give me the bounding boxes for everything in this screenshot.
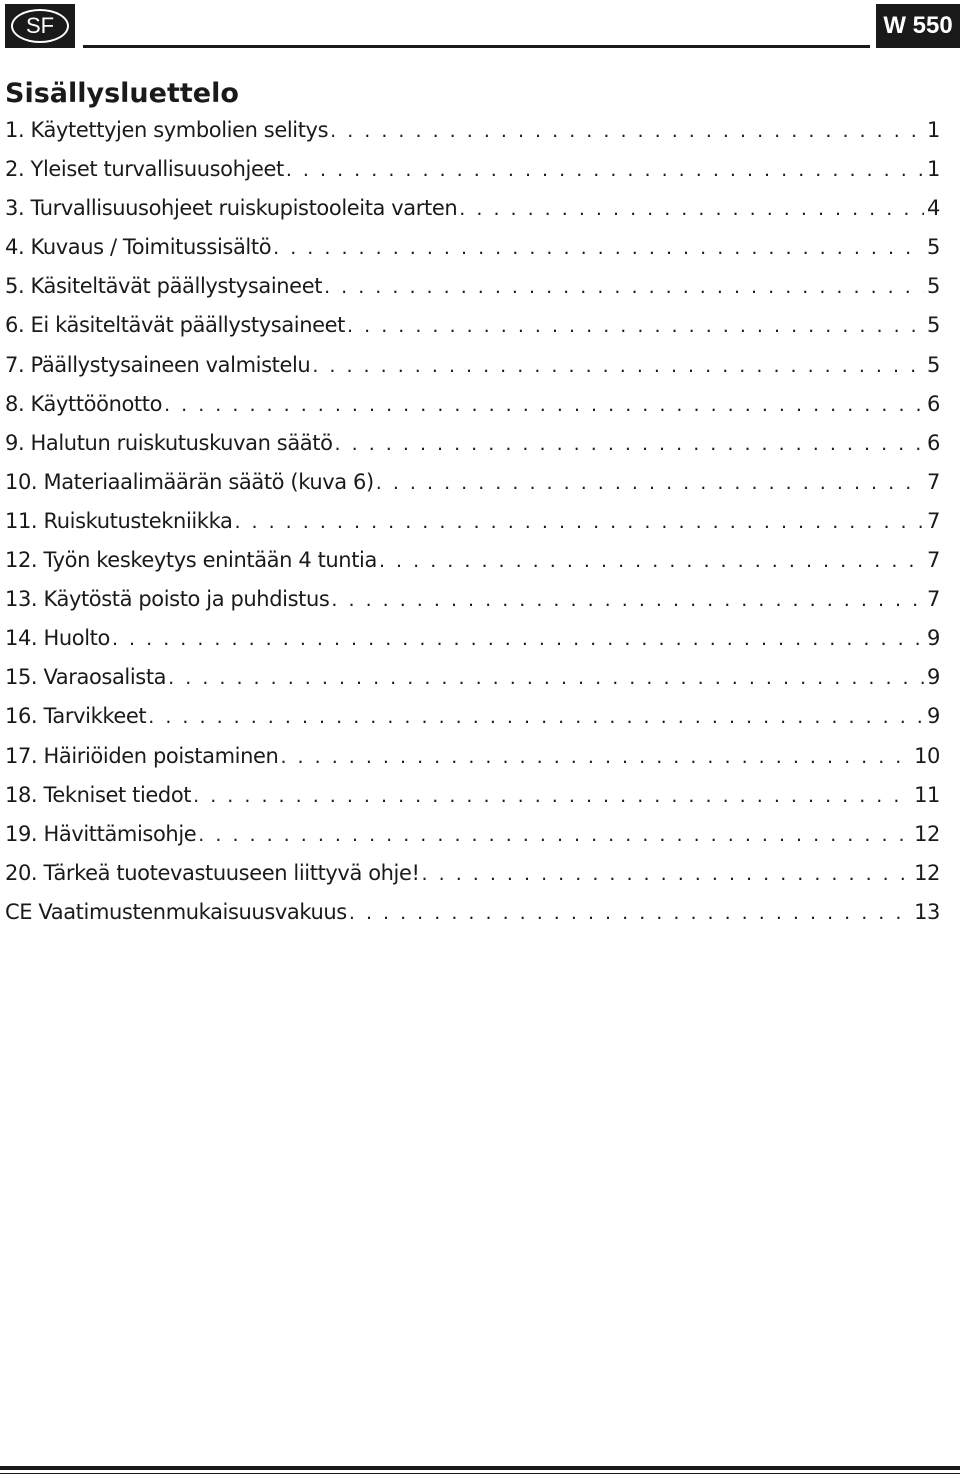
page-header <box>0 0 960 62</box>
toc-entry-label: 13. Käytöstä poisto ja puhdistus <box>5 587 330 612</box>
toc-entry-label: 10. Materiaalimäärän säätö (kuva 6) <box>5 469 374 494</box>
language-badge <box>5 4 75 48</box>
toc-entry-page: 9 <box>927 626 940 651</box>
toc-entry-page: 1 <box>927 157 940 182</box>
toc-dot-leader <box>286 159 924 181</box>
toc-dot-leader <box>148 706 924 728</box>
toc-entry-page: 9 <box>927 704 940 729</box>
toc-entry-label: 14. Huolto <box>5 626 110 651</box>
toc-entry[interactable] <box>5 196 940 235</box>
toc-entry-label: 17. Häiriöiden poistaminen <box>5 743 279 768</box>
toc-dot-leader <box>324 276 924 298</box>
toc-entry-page: 9 <box>927 665 940 690</box>
toc-entry[interactable] <box>5 822 940 861</box>
toc-entry[interactable] <box>5 744 940 783</box>
toc-dot-leader <box>347 315 924 337</box>
toc-dot-leader <box>164 394 924 416</box>
toc-entry[interactable] <box>5 235 940 274</box>
toc-entry-label: CE Vaatimustenmukaisuusvakuus <box>5 899 347 924</box>
toc-entry[interactable] <box>5 470 940 509</box>
toc-entry-page: 12 <box>914 860 940 885</box>
toc-dot-leader <box>168 667 924 689</box>
toc-entry-page: 13 <box>914 899 940 924</box>
toc-entry-label: 16. Tarvikkeet <box>5 704 147 729</box>
toc-entry[interactable] <box>5 861 940 900</box>
toc-dot-leader <box>273 237 924 259</box>
toc-entry-label: 7. Päällystysaineen valmistelu <box>5 352 311 377</box>
toc-entry-label: 3. Turvallisuusohjeet ruiskupistooleita varten <box>5 196 458 221</box>
footer-rule-thin <box>0 1473 960 1474</box>
toc-entry-label: 4. Kuvaus / Toimitussisältö <box>5 235 272 260</box>
toc-entry-label: 19. Hävittämisohje <box>5 821 197 846</box>
toc-entry-label: 12. Työn keskeytys enintään 4 tuntia <box>5 548 377 573</box>
toc-entry[interactable] <box>5 431 940 470</box>
toc-entry[interactable] <box>5 548 940 587</box>
toc-entry[interactable] <box>5 587 940 626</box>
toc-entry-page: 6 <box>927 391 940 416</box>
toc-dot-leader <box>349 902 912 924</box>
toc-entry[interactable] <box>5 118 940 157</box>
toc-entry-label: 18. Tekniset tiedot <box>5 782 192 807</box>
toc-dot-leader <box>335 433 924 455</box>
toc-entry-label: 20. Tärkeä tuotevastuuseen liittyvä ohje! <box>5 860 420 885</box>
toc-entry[interactable] <box>5 509 940 548</box>
toc-entry[interactable] <box>5 900 940 939</box>
toc-entry-page: 12 <box>914 821 940 846</box>
toc-entry-page: 5 <box>927 274 940 299</box>
toc-dot-leader <box>422 863 913 885</box>
toc-dot-leader <box>330 120 924 142</box>
toc-entry-page: 1 <box>927 118 940 142</box>
toc-dot-leader <box>280 746 912 768</box>
header-rule <box>83 45 870 48</box>
toc-entry[interactable] <box>5 783 940 822</box>
toc-entry[interactable] <box>5 665 940 704</box>
toc-entry-page: 5 <box>927 313 940 338</box>
toc-entry-label: 9. Halutun ruiskutuskuvan säätö <box>5 430 333 455</box>
toc-dot-leader <box>376 472 924 494</box>
toc-entry-page: 10 <box>914 743 940 768</box>
toc-entry-label: 11. Ruiskutustekniikka <box>5 508 233 533</box>
toc-entry-page: 7 <box>927 587 940 612</box>
toc-entry-page: 7 <box>927 548 940 573</box>
toc-dot-leader <box>198 824 912 846</box>
toc-dot-leader <box>312 355 924 377</box>
toc-entry[interactable] <box>5 626 940 665</box>
language-code: SF <box>11 9 69 43</box>
toc-entry-page: 7 <box>927 508 940 533</box>
toc-entry[interactable] <box>5 274 940 313</box>
toc-dot-leader <box>234 511 924 533</box>
page-title: Sisällysluettelo <box>5 78 239 109</box>
toc-entry-page: 6 <box>927 430 940 455</box>
toc-dot-leader <box>193 785 912 807</box>
toc-entry[interactable] <box>5 704 940 743</box>
toc-dot-leader <box>112 628 924 650</box>
model-badge: W 550 <box>876 4 960 48</box>
toc-entry-label: 8. Käyttöönotto <box>5 391 163 416</box>
toc-entry-label: 5. Käsiteltävät päällystysaineet <box>5 274 323 299</box>
toc-dot-leader <box>459 198 924 220</box>
toc-dot-leader <box>331 589 924 611</box>
toc-entry-label: 15. Varaosalista <box>5 665 167 690</box>
toc-entry[interactable] <box>5 392 940 431</box>
toc-entry[interactable] <box>5 157 940 196</box>
toc-entry-page: 7 <box>927 469 940 494</box>
table-of-contents <box>5 118 940 939</box>
toc-entry-label: 2. Yleiset turvallisuusohjeet <box>5 157 284 182</box>
toc-entry[interactable] <box>5 353 940 392</box>
toc-entry[interactable] <box>5 313 940 352</box>
toc-entry-page: 4 <box>927 196 940 221</box>
toc-entry-page: 5 <box>927 352 940 377</box>
toc-entry-label: 1. Käytettyjen symbolien selitys <box>5 118 329 142</box>
toc-entry-page: 11 <box>914 782 940 807</box>
toc-entry-label: 6. Ei käsiteltävät päällystysaineet <box>5 313 346 338</box>
footer-rule-thick <box>0 1466 960 1470</box>
toc-entry-page: 5 <box>927 235 940 260</box>
toc-dot-leader <box>379 550 924 572</box>
